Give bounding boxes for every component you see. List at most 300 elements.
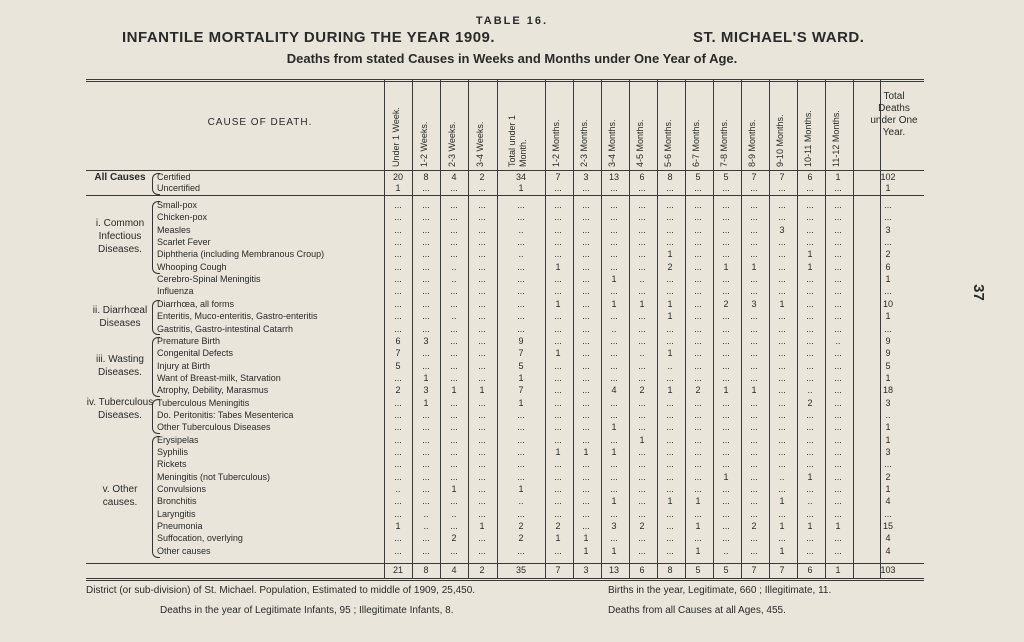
table-cell: ...: [554, 360, 562, 371]
table-cell: ...: [778, 348, 786, 359]
table-cell: ...: [450, 372, 458, 383]
table-cell: 1: [611, 298, 617, 309]
table-cell: ..: [667, 360, 673, 371]
table-cell: ...: [750, 224, 758, 235]
total-cell: 13: [608, 565, 619, 575]
table-cell: ...: [554, 459, 562, 470]
cause-label: Injury at Birth: [157, 360, 211, 371]
total-cell: 8: [667, 565, 673, 575]
table-cell: 1: [479, 521, 485, 532]
table-cell: ...: [394, 422, 402, 433]
table-cell: ...: [450, 409, 458, 420]
table-cell: ...: [554, 372, 562, 383]
table-cell: 1: [695, 496, 701, 507]
table-cell: ...: [517, 311, 525, 322]
total-cell: 7: [779, 565, 785, 575]
table-cell: ...: [694, 508, 702, 519]
table-cell: ...: [778, 183, 786, 193]
table-cell: ...: [582, 261, 590, 272]
table-cell: ...: [610, 212, 618, 223]
table-cell: ...: [394, 471, 402, 482]
table-cell: ...: [478, 409, 486, 420]
table-cell: ...: [478, 298, 486, 309]
table-cell: ...: [750, 274, 758, 285]
table-cell: ...: [666, 484, 674, 495]
table-cell: ...: [610, 200, 618, 210]
table-cell: 1: [723, 471, 729, 482]
table-cell: ..: [723, 545, 729, 556]
table-cell: ...: [582, 521, 590, 532]
table-cell: ...: [694, 200, 702, 210]
total-cell: 3: [583, 565, 589, 575]
table-cell: ...: [834, 298, 842, 309]
total-cell: 6: [807, 565, 813, 575]
table-cell: ...: [666, 286, 674, 297]
table-cell: ...: [666, 335, 674, 346]
table-cell: ...: [554, 496, 562, 507]
table-cell: 1: [423, 397, 429, 408]
table-cell: ...: [478, 286, 486, 297]
table-cell: ...: [722, 447, 730, 457]
table-cell: 1: [779, 298, 785, 309]
table-cell: ...: [666, 533, 674, 544]
table-cell: ...: [422, 323, 430, 334]
table-cell: ...: [582, 434, 590, 445]
column-header: 1-2 Weeks.: [419, 121, 429, 167]
table-cell: 1: [885, 274, 891, 285]
table-cell: ...: [694, 335, 702, 346]
table-cell: ...: [422, 409, 430, 420]
cause-label: Influenza: [157, 286, 194, 297]
table-cell: 1: [667, 311, 673, 322]
table-cell: 1: [779, 521, 785, 532]
table-cell: ...: [834, 212, 842, 223]
table-cell: ...: [450, 249, 458, 260]
table-cell: 1: [639, 434, 645, 445]
table-cell: ...: [582, 183, 590, 193]
table-cell: ...: [750, 212, 758, 223]
table-cell: 9: [885, 335, 891, 346]
table-cell: ...: [694, 183, 702, 193]
table-cell: ...: [694, 298, 702, 309]
table-cell: ...: [394, 459, 402, 470]
table-cell: ...: [450, 521, 458, 532]
table-cell: ...: [722, 372, 730, 383]
table-cell: ...: [666, 200, 674, 210]
table-cell: ...: [834, 409, 842, 420]
table-cell: ...: [806, 360, 814, 371]
table-cell: 1: [611, 274, 617, 285]
table-cell: ..: [451, 508, 457, 519]
table-cell: ...: [478, 508, 486, 519]
table-cell: ..: [423, 521, 429, 532]
table-cell: ...: [394, 397, 402, 408]
table-cell: ...: [554, 200, 562, 210]
table-cell: ...: [806, 212, 814, 223]
table-cell: ...: [806, 459, 814, 470]
table-cell: 1: [885, 484, 891, 495]
table-cell: ..: [518, 249, 524, 260]
table-cell: ...: [517, 323, 525, 334]
table-cell: ...: [834, 484, 842, 495]
table-cell: ...: [582, 311, 590, 322]
table-cell: ...: [834, 545, 842, 556]
table-cell: 4: [611, 385, 617, 396]
table-cell: ...: [610, 183, 618, 193]
table-cell: ...: [638, 508, 646, 519]
table-cell: ...: [610, 397, 618, 408]
table-cell: 1: [667, 298, 673, 309]
table-cell: ...: [638, 422, 646, 433]
table-cell: ...: [610, 508, 618, 519]
table-cell: ...: [666, 372, 674, 383]
table-cell: 2: [639, 385, 645, 396]
table-cell: ...: [582, 484, 590, 495]
table-cell: ...: [478, 397, 486, 408]
table-cell: 102: [880, 172, 896, 182]
table-cell: ...: [478, 200, 486, 210]
table-cell: ...: [806, 409, 814, 420]
table-cell: ...: [834, 372, 842, 383]
table-cell: ...: [834, 397, 842, 408]
table-cell: 1: [555, 447, 561, 457]
total-deaths-header: Total Deaths under One Year.: [870, 91, 918, 138]
table-cell: ...: [422, 360, 430, 371]
table-cell: ...: [422, 200, 430, 210]
table-cell: ...: [834, 348, 842, 359]
table-cell: ...: [422, 237, 430, 248]
table-cell: 5: [395, 360, 401, 371]
table-cell: ...: [666, 183, 674, 193]
table-cell: ...: [834, 508, 842, 519]
table-cell: ...: [450, 286, 458, 297]
table-cell: 2: [723, 298, 729, 309]
column-header: 2-3 Weeks.: [447, 121, 457, 167]
table-cell: ...: [478, 348, 486, 359]
cause-label: Atrophy, Debility, Marasmus: [157, 385, 269, 396]
table-cell: ...: [394, 434, 402, 445]
table-cell: ...: [778, 385, 786, 396]
table-cell: ...: [394, 372, 402, 383]
cause-group-label: ii. Diarrhœal Diseases: [92, 304, 148, 329]
table-cell: 3: [423, 385, 429, 396]
table-cell: ...: [582, 372, 590, 383]
table-cell: ...: [554, 434, 562, 445]
table-cell: ...: [834, 533, 842, 544]
table-cell: ...: [778, 508, 786, 519]
table-cell: ...: [806, 508, 814, 519]
table-cell: 1: [583, 447, 589, 457]
table-cell: ...: [806, 200, 814, 210]
table-cell: 2: [667, 261, 673, 272]
cause-label: Certified: [157, 172, 191, 182]
table-cell: ...: [422, 533, 430, 544]
table-cell: ...: [694, 224, 702, 235]
table-cell: ...: [694, 311, 702, 322]
table-cell: 3: [423, 335, 429, 346]
table-cell: ...: [750, 471, 758, 482]
table-cell: ...: [610, 249, 618, 260]
table-cell: ...: [422, 545, 430, 556]
footer-district: District (or sub-division) of St. Michael. Population, Estimated to middle of 1909, 25,450.: [86, 585, 476, 596]
table-cell: 4: [451, 172, 457, 182]
table-cell: ...: [610, 224, 618, 235]
table-cell: ...: [722, 409, 730, 420]
table-cell: 8: [667, 172, 673, 182]
table-cell: ...: [478, 533, 486, 544]
table-cell: ...: [750, 447, 758, 457]
document-subtitle: Deaths from stated Causes in Weeks and Months under One Year of Age.: [286, 51, 738, 66]
table-cell: ...: [834, 496, 842, 507]
table-cell: ...: [638, 545, 646, 556]
table-cell: ...: [517, 286, 525, 297]
table-cell: 2: [479, 172, 485, 182]
table-cell: ...: [806, 447, 814, 457]
table-cell: ...: [517, 471, 525, 482]
table-cell: ...: [517, 422, 525, 433]
table-cell: 2: [885, 249, 891, 260]
table-cell: ...: [478, 372, 486, 383]
table-cell: ...: [834, 311, 842, 322]
table-cell: ...: [394, 274, 402, 285]
cause-group-label: i. Common Infectious Diseases.: [95, 217, 145, 255]
footer-all-deaths: Deaths from all Causes at all Ages, 455.: [608, 605, 786, 616]
column-header: 10-11 Months.: [803, 110, 813, 167]
table-cell: ..: [451, 311, 457, 322]
table-cell: ...: [394, 545, 402, 556]
table-cell: ...: [694, 471, 702, 482]
table-cell: ...: [517, 200, 525, 210]
table-cell: ...: [638, 397, 646, 408]
table-cell: 6: [885, 261, 891, 272]
document-title: INFANTILE MORTALITY DURING THE YEAR 1909.: [122, 29, 496, 46]
table-cell: ..: [885, 409, 891, 420]
table-cell: ...: [554, 471, 562, 482]
table-cell: ...: [834, 471, 842, 482]
table-cell: ..: [395, 484, 401, 495]
table-cell: 1: [451, 385, 457, 396]
table-cell: ...: [834, 434, 842, 445]
table-cell: ...: [517, 274, 525, 285]
table-cell: ...: [694, 286, 702, 297]
table-cell: ...: [722, 212, 730, 223]
table-cell: ...: [394, 298, 402, 309]
table-cell: ...: [638, 372, 646, 383]
ward-title: ST. MICHAEL'S WARD.: [693, 29, 865, 46]
cause-label: Chicken-pox: [157, 212, 208, 223]
table-cell: 6: [639, 172, 645, 182]
cause-label: Want of Breast-milk, Starvation: [157, 372, 281, 383]
table-cell: ..: [807, 496, 813, 507]
table-cell: ...: [554, 212, 562, 223]
table-cell: ...: [722, 311, 730, 322]
total-cell: 6: [639, 565, 645, 575]
table-cell: ...: [778, 409, 786, 420]
table-cell: ...: [478, 249, 486, 260]
table-cell: ...: [450, 422, 458, 433]
table-cell: ...: [666, 224, 674, 235]
table-cell: ...: [694, 459, 702, 470]
table-cell: ...: [834, 183, 842, 193]
table-cell: ...: [806, 311, 814, 322]
table-cell: ...: [554, 274, 562, 285]
table-cell: ...: [884, 286, 892, 297]
table-cell: ...: [422, 261, 430, 272]
table-cell: 1: [835, 521, 841, 532]
table-cell: ...: [750, 397, 758, 408]
table-cell: ...: [694, 397, 702, 408]
table-cell: ...: [638, 496, 646, 507]
table-cell: ...: [778, 261, 786, 272]
table-cell: ..: [639, 274, 645, 285]
table-cell: 3: [583, 172, 589, 182]
table-cell: ...: [806, 533, 814, 544]
column-header: Under 1 Week.: [391, 107, 401, 167]
table-cell: 1: [667, 496, 673, 507]
table-cell: ..: [639, 348, 645, 359]
cause-label: Cerebro-Spinal Meningitis: [157, 274, 261, 285]
table-cell: ...: [638, 224, 646, 235]
table-cell: 1: [667, 348, 673, 359]
table-cell: 1: [583, 533, 589, 544]
table-cell: ...: [422, 471, 430, 482]
table-cell: ...: [750, 409, 758, 420]
table-cell: ...: [394, 496, 402, 507]
total-cell: 21: [392, 565, 403, 575]
table-cell: 1: [451, 484, 457, 495]
table-cell: ..: [518, 224, 524, 235]
table-cell: ..: [611, 323, 617, 334]
table-cell: ...: [806, 434, 814, 445]
table-cell: 1: [807, 249, 813, 260]
table-cell: ...: [666, 212, 674, 223]
table-cell: ...: [666, 323, 674, 334]
table-cell: 7: [395, 348, 401, 359]
table-cell: ...: [694, 348, 702, 359]
table-cell: ...: [750, 459, 758, 470]
table-cell: ...: [450, 434, 458, 445]
table-cell: ...: [394, 409, 402, 420]
table-cell: ...: [610, 335, 618, 346]
table-cell: ...: [450, 212, 458, 223]
table-cell: ...: [554, 508, 562, 519]
table-cell: ...: [778, 447, 786, 457]
table-cell: ...: [666, 447, 674, 457]
table-cell: ...: [582, 422, 590, 433]
table-cell: ...: [834, 237, 842, 248]
cause-of-death-header: CAUSE OF DEATH.: [207, 117, 313, 128]
table-cell: ...: [694, 409, 702, 420]
table-cell: ...: [478, 212, 486, 223]
table-cell: 3: [611, 521, 617, 532]
table-cell: ...: [806, 298, 814, 309]
table-cell: ...: [666, 397, 674, 408]
total-cell: 2: [479, 565, 485, 575]
table-cell: ...: [722, 397, 730, 408]
table-cell: ...: [834, 360, 842, 371]
table-cell: ...: [666, 471, 674, 482]
table-cell: ...: [450, 237, 458, 248]
table-cell: ...: [610, 484, 618, 495]
cause-label: Scarlet Fever: [157, 237, 211, 248]
table-cell: ...: [610, 533, 618, 544]
table-cell: 6: [395, 335, 401, 346]
table-cell: ...: [394, 508, 402, 519]
table-cell: ...: [638, 249, 646, 260]
table-cell: ...: [834, 422, 842, 433]
table-cell: ...: [582, 200, 590, 210]
table-cell: 1: [518, 397, 524, 408]
table-cell: ...: [834, 447, 842, 457]
table-cell: ...: [582, 409, 590, 420]
table-cell: ...: [778, 484, 786, 495]
table-cell: ...: [750, 434, 758, 445]
cause-group-label: iv. Tuberculous Diseases.: [86, 396, 154, 421]
table-cell: ...: [582, 323, 590, 334]
table-cell: ...: [554, 397, 562, 408]
table-cell: 3: [885, 397, 891, 408]
table-cell: 1: [807, 521, 813, 532]
table-cell: ...: [778, 422, 786, 433]
table-cell: ...: [610, 237, 618, 248]
table-cell: ...: [778, 459, 786, 470]
table-cell: ...: [694, 434, 702, 445]
table-cell: ...: [422, 434, 430, 445]
table-cell: ..: [807, 385, 813, 396]
table-cell: ...: [884, 200, 892, 210]
table-cell: ...: [778, 286, 786, 297]
table-cell: 1: [555, 298, 561, 309]
table-cell: ...: [478, 274, 486, 285]
table-cell: ...: [694, 360, 702, 371]
table-cell: ...: [750, 311, 758, 322]
table-cell: ...: [422, 212, 430, 223]
table-cell: 5: [518, 360, 524, 371]
cause-label: Uncertified: [157, 183, 201, 193]
table-cell: ...: [422, 274, 430, 285]
table-cell: ...: [610, 471, 618, 482]
cause-label: Other causes: [157, 545, 211, 556]
table-cell: ...: [394, 224, 402, 235]
table-cell: ...: [478, 459, 486, 470]
table-cell: ...: [884, 237, 892, 248]
table-cell: ...: [722, 434, 730, 445]
table-cell: ...: [806, 323, 814, 334]
table-cell: ...: [422, 183, 430, 193]
column-header: 7-8 Months.: [719, 119, 729, 167]
table-cell: ...: [422, 459, 430, 470]
table-cell: ...: [806, 484, 814, 495]
table-cell: ...: [517, 237, 525, 248]
table-cell: 20: [392, 172, 403, 182]
table-cell: ...: [638, 323, 646, 334]
table-cell: 1: [807, 471, 813, 482]
table-cell: ...: [450, 545, 458, 556]
table-cell: ...: [450, 348, 458, 359]
table-cell: ...: [554, 409, 562, 420]
table-cell: ...: [750, 533, 758, 544]
cause-group-label: iii. Wasting Diseases.: [96, 354, 144, 379]
table-cell: 7: [518, 385, 524, 396]
table-cell: ...: [582, 274, 590, 285]
table-cell: ...: [394, 249, 402, 260]
table-cell: ...: [834, 274, 842, 285]
table-cell: 2: [518, 521, 524, 532]
table-cell: ...: [778, 249, 786, 260]
table-cell: ...: [582, 224, 590, 235]
table-cell: ...: [806, 224, 814, 235]
cause-label: Syphilis: [157, 447, 189, 457]
